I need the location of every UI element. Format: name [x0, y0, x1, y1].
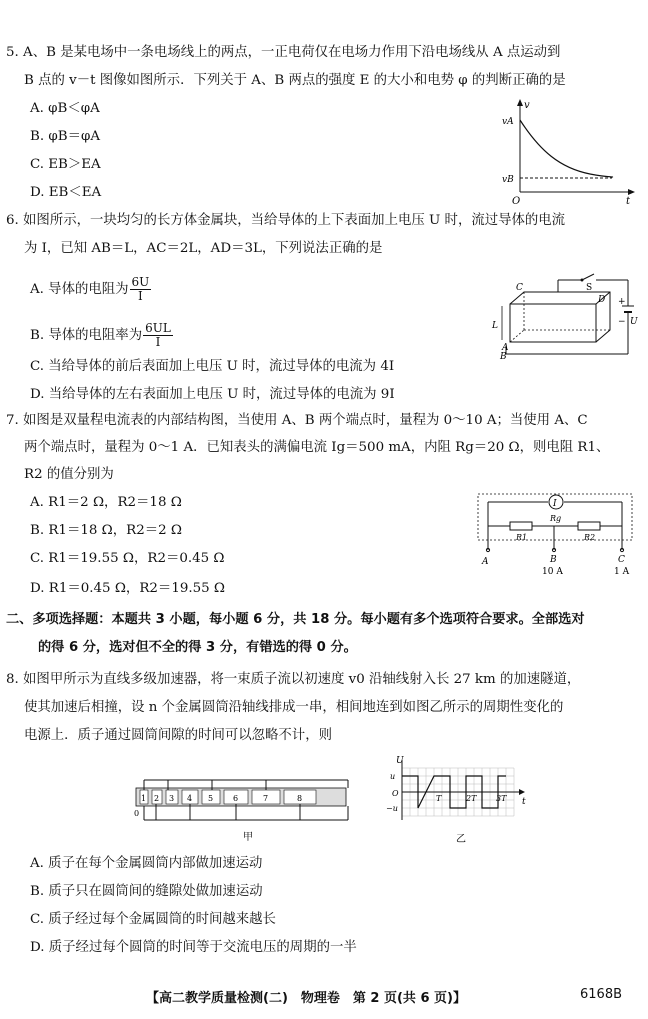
q5-va-label: vA — [502, 117, 514, 127]
q6-option-b-fraction — [143, 322, 173, 349]
q8-stem-line1: 8. 如图甲所示为直线多级加速器，将一束质子流以初速度 v0 沿轴线射入长 27 km 的加速隧道， — [6, 672, 581, 687]
section2-heading-line1: 二、多项选择题：本题共 3 小题，每小题 6 分，共 18 分。每小题有多个选项符合要求。全部选对 — [6, 612, 585, 627]
q6-option-a-text: A. 导体的电阻为 — [30, 282, 129, 297]
q5-option-a: A. φB＜φA — [30, 101, 100, 116]
q8-t2-label: 2T — [466, 794, 477, 803]
q7-option-c: C. R1＝19.55 Ω，R2＝0.45 Ω — [30, 551, 225, 566]
q8-origin-label: O — [392, 789, 399, 798]
q8-tube-1: 1 — [141, 794, 147, 803]
q8-tube-0: 0 — [134, 809, 140, 818]
q8-tube-5: 5 — [208, 794, 214, 803]
page-footer-code: 6168B — [580, 987, 623, 1002]
q6-switch-label: S — [586, 283, 593, 293]
q6-label-b: B — [500, 352, 507, 360]
q8-accelerator-figure — [132, 770, 364, 846]
q7-option-d: D. R1＝0.45 Ω，R2＝19.55 Ω — [30, 581, 226, 596]
q8-option-d: D. 质子经过每个圆筒的时间等于交流电压的周期的一半 — [30, 940, 357, 955]
q6-stem-line1: 6. 如图所示，一块均匀的长方体金属块，当给导体的上下表面加上电压 U 时，流过导体的电流 — [6, 213, 566, 228]
q6-voltage-label: U — [630, 317, 638, 327]
q8-option-c: C. 质子经过每个金属圆筒的时间越来越长 — [30, 912, 276, 927]
q7-range-c: 1 A — [614, 567, 630, 576]
q6-option-d: D. 当给导体的左右表面加上电压 U 时，流过导体的电流为 9I — [30, 387, 395, 402]
q5-t-axis-label: t — [626, 196, 631, 207]
q5-option-d: D. EB＜EA — [30, 185, 102, 200]
q5-v-axis-label: v — [524, 100, 530, 111]
q6-option-a-numerator: 6U — [131, 275, 150, 289]
q8-tube-7: 7 — [263, 794, 269, 803]
q8-tube-3: 3 — [169, 794, 175, 803]
q7-rg-label: Rg — [550, 514, 562, 523]
q8-voltage-graph — [382, 754, 532, 848]
q7-meter-label: I — [553, 499, 557, 509]
q8-option-a: A. 质子在每个金属圆筒内部做加速运动 — [30, 856, 263, 871]
q5-option-b: B. φB＝φA — [30, 129, 101, 144]
q8-stem-line3: 电源上．质子通过圆筒间隙的时间可以忽略不计，则 — [24, 728, 332, 743]
q6-label-a: A — [502, 343, 509, 353]
q8-t-axis-label: t — [522, 797, 526, 807]
q8-figure-a-caption: 甲 — [243, 832, 253, 843]
q8-u-neg-label: −u — [386, 804, 398, 813]
q6-plus-label: + — [618, 297, 626, 307]
q7-option-a: A. R1＝2 Ω，R2＝18 Ω — [30, 495, 182, 510]
q5-origin-label: O — [512, 196, 521, 207]
q6-option-b — [30, 322, 174, 349]
q8-tube-6: 6 — [233, 794, 239, 803]
q8-t1-label: T — [436, 794, 442, 803]
q8-tube-4: 4 — [187, 794, 193, 803]
q5-stem-line2: B 点的 v－t 图像如图所示．下列关于 A、B 两点的强度 E 的大小和电势 φ 的判断正确的是 — [24, 73, 566, 88]
q7-terminal-c: C — [618, 555, 625, 565]
q5-stem-line1: 5. A、B 是某电场中一条电场线上的两点，一正电荷仅在电场力作用下沿电场线从 A 点运动到 — [6, 45, 561, 60]
q6-label-d: D — [598, 295, 606, 305]
q6-option-b-text: B. 导体的电阻率为 — [30, 328, 143, 343]
q8-u-pos-label: u — [390, 772, 396, 781]
q7-stem-line1: 7. 如图是双量程电流表的内部结构图，当使用 A、B 两个端点时，量程为 0～10 A；当使用 A、C — [6, 413, 588, 428]
q7-ammeter-circuit — [474, 490, 638, 576]
q7-r1-label: R1 — [516, 533, 528, 542]
q7-terminal-a: A — [482, 557, 489, 567]
q6-option-b-denominator: I — [155, 335, 161, 349]
q7-option-b: B. R1＝18 Ω，R2＝2 Ω — [30, 523, 183, 538]
q6-option-a — [30, 276, 152, 303]
q7-stem-line3: R2 的值分别为 — [24, 467, 114, 482]
section2-heading-line2: 的得 6 分，选对但不全的得 3 分，有错选的得 0 分。 — [38, 640, 357, 655]
q8-u-axis-label: U — [396, 756, 404, 766]
q6-stem-line2: 为 I，已知 AB＝L，AC＝2L，AD＝3L，下列说法正确的是 — [24, 241, 383, 256]
q6-minus-label: − — [618, 317, 626, 327]
q7-range-b: 10 A — [542, 567, 563, 576]
q7-stem-line2: 两个端点时，量程为 0～1 A．已知表头的满偏电流 Ig＝500 mA，内阻 Rg＝20 Ω，则电阻 R1、 — [24, 440, 610, 455]
q6-option-a-fraction — [130, 276, 152, 303]
q5-vt-graph — [500, 96, 638, 208]
page-footer-title: 【高二教学质量检测(二) 物理卷 第 2 页(共 6 页)】 — [146, 991, 466, 1006]
q8-figure-b-caption: 乙 — [456, 834, 466, 845]
q5-vb-label: vB — [502, 175, 514, 185]
q6-option-c: C. 当给导体的前后表面加上电压 U 时，流过导体的电流为 4I — [30, 359, 395, 374]
q8-tube-8: 8 — [297, 794, 303, 803]
q6-label-c: C — [516, 283, 523, 293]
q7-terminal-b: B — [550, 555, 557, 565]
q8-t3-label: 3T — [496, 794, 507, 803]
q8-tube-2: 2 — [154, 794, 160, 803]
q6-option-b-numerator: 6UL — [145, 321, 171, 335]
q7-r2-label: R2 — [584, 533, 596, 542]
q8-stem-line2: 使其加速后相撞，设 n 个金属圆筒沿轴线排成一串，相间地连到如图乙所示的周期性变化的 — [24, 700, 564, 715]
q6-block-circuit — [488, 266, 638, 360]
q8-option-b: B. 质子只在圆筒间的缝隙处做加速运动 — [30, 884, 263, 899]
q5-option-c: C. EB＞EA — [30, 157, 101, 172]
q6-label-l: L — [492, 321, 498, 331]
q6-option-a-denominator: I — [138, 289, 143, 303]
